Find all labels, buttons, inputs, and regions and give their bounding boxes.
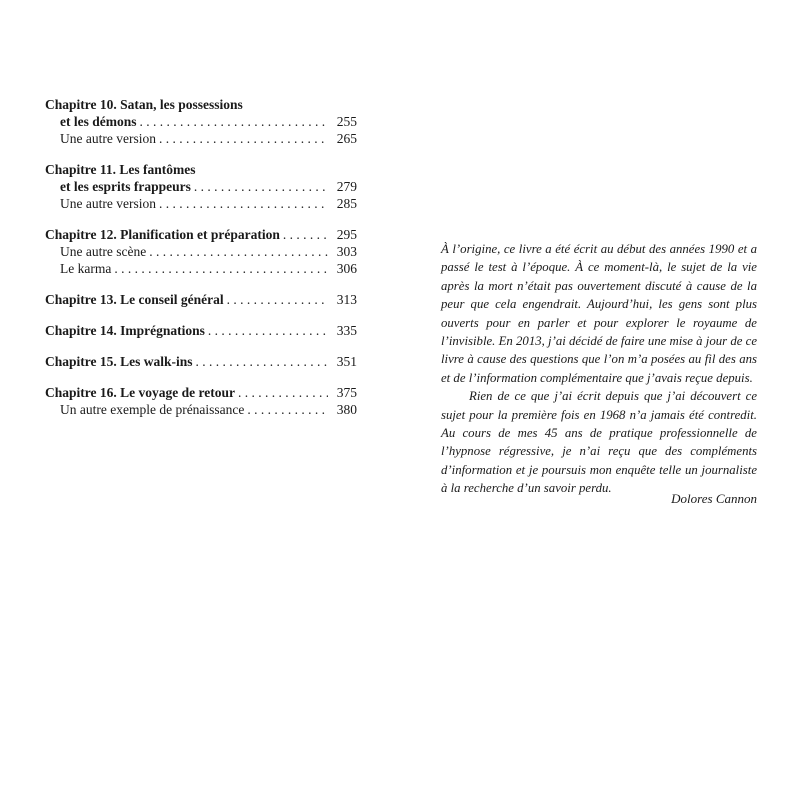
dot-leader	[283, 226, 328, 243]
page-number: 265	[336, 131, 357, 146]
page-number: 295	[336, 227, 357, 242]
page-number: 335	[336, 323, 357, 338]
chapter-title: Les fantômes	[119, 162, 196, 177]
page-number: 380	[336, 402, 357, 417]
chapter-number: Chapitre 13.	[45, 292, 117, 307]
chapter-number: Chapitre 10.	[45, 97, 117, 112]
chapter-title: Imprégnations	[120, 323, 205, 338]
page-number: 351	[336, 354, 357, 369]
dot-leader	[247, 401, 328, 418]
preface-paragraph: À l’origine, ce livre a été écrit au début des années 1990 et a passé le test à l’époque. À ce moment-là, le sujet de la vie après la mort n’était pas ouvertement discuté à cause de la peur que cela engendrait. Aujourd’hui, les gens sont plus ouverts pour en parler et pour explorer le royaume de l’invisible. En 2013, j’ai décidé de faire une mise à jour de ce livre à cause des questions que l’on m’a posées au fil des ans et de l’information complémentaire que j’avais reçue depuis.	[441, 242, 757, 385]
chapter-number: Chapitre 14.	[45, 323, 117, 338]
toc-entry-chapter-11	[45, 161, 357, 212]
toc-chapter-heading	[45, 96, 357, 113]
dot-leader	[208, 322, 328, 339]
toc-chapter-line	[45, 322, 357, 339]
dot-leader	[196, 353, 328, 370]
dot-leader	[227, 291, 328, 308]
preface-text	[441, 240, 757, 498]
author-signature: Dolores Cannon	[671, 491, 757, 506]
toc-subentry	[45, 243, 357, 260]
toc-subentry	[45, 260, 357, 277]
toc-chapter-line	[45, 291, 357, 308]
dot-leader	[159, 195, 328, 212]
toc-entry-chapter-12	[45, 226, 357, 277]
dot-leader	[114, 260, 328, 277]
toc-subentry	[45, 130, 357, 147]
page-number: 306	[336, 261, 357, 276]
chapter-number: Chapitre 12.	[45, 227, 117, 242]
toc-chapter-line	[45, 178, 357, 195]
table-of-contents	[45, 96, 357, 432]
dot-leader	[140, 113, 329, 130]
toc-entry-chapter-15	[45, 353, 357, 370]
toc-chapter-line	[45, 384, 357, 401]
chapter-title: Satan, les possessions	[120, 97, 243, 112]
page-number: 303	[336, 244, 357, 259]
subentry-title: Une autre version	[60, 196, 156, 211]
toc-chapter-line	[45, 113, 357, 130]
chapter-number: Chapitre 11.	[45, 162, 117, 177]
chapter-title: Planification et préparation	[120, 227, 280, 242]
subentry-title: Une autre scène	[60, 244, 147, 259]
toc-entry-chapter-10	[45, 96, 357, 147]
toc-chapter-line	[45, 353, 357, 370]
page-number: 313	[336, 292, 357, 307]
subentry-title: Le karma	[60, 261, 112, 276]
toc-entry-chapter-16	[45, 384, 357, 418]
dot-leader	[238, 384, 328, 401]
chapter-title: Le voyage de retour	[120, 385, 235, 400]
page-number: 375	[336, 385, 357, 400]
dot-leader	[149, 243, 328, 260]
page-number: 279	[336, 179, 357, 194]
chapter-number: Chapitre 16.	[45, 385, 117, 400]
chapter-title-continuation: et les esprits frappeurs	[60, 179, 191, 194]
chapter-title: Les walk-ins	[120, 354, 193, 369]
page-number: 285	[336, 196, 357, 211]
subentry-title: Un autre exemple de prénaissance	[60, 402, 245, 417]
chapter-title: Le conseil général	[120, 292, 224, 307]
toc-subentry	[45, 195, 357, 212]
subentry-title: Une autre version	[60, 131, 156, 146]
page-number: 255	[336, 114, 357, 129]
chapter-number: Chapitre 15.	[45, 354, 117, 369]
toc-chapter-heading	[45, 161, 357, 178]
dot-leader	[159, 130, 328, 147]
toc-chapter-line	[45, 226, 357, 243]
chapter-title-continuation: et les démons	[60, 114, 137, 129]
toc-entry-chapter-14	[45, 322, 357, 339]
toc-subentry	[45, 401, 357, 418]
dot-leader	[194, 178, 328, 195]
toc-entry-chapter-13	[45, 291, 357, 308]
preface-paragraph: Rien de ce que j’ai écrit depuis que j’ai découvert ce sujet pour la première fois en 1968 n’a jamais été contredit. Au cours de mes 45 ans de pratique professionnelle de l’hypnose régressive, je n’ai reçu que des compléments d’information et je poursuis mon enquête telle un journaliste à la recherche d’un savoir perdu.	[441, 389, 757, 496]
